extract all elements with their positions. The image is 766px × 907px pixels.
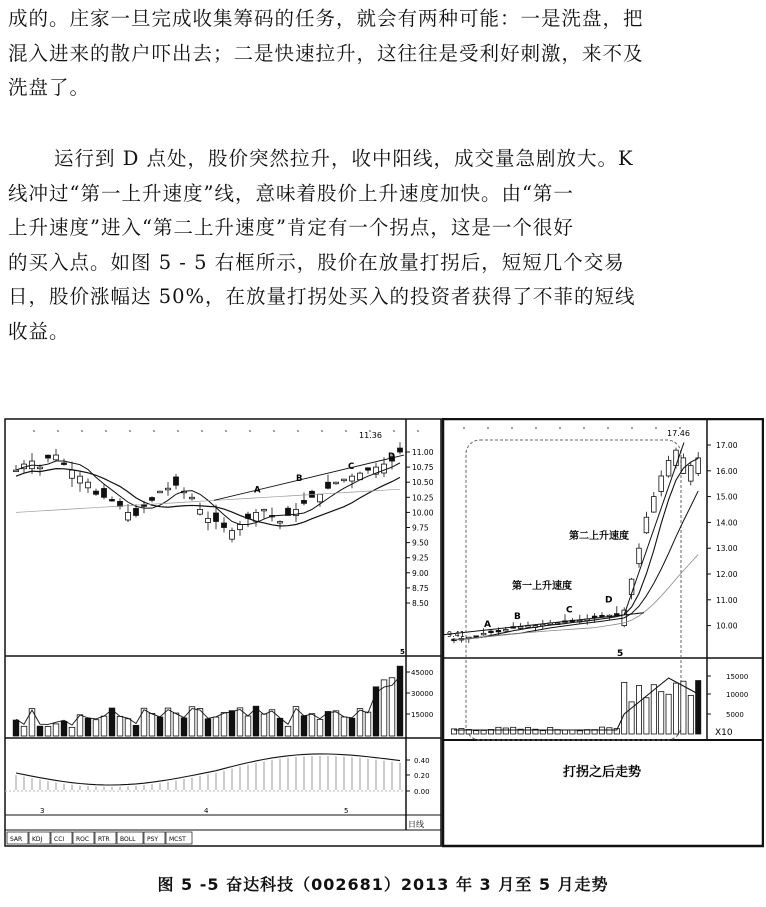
volume-bar xyxy=(37,726,43,736)
volume-bar xyxy=(245,716,251,736)
candlestick xyxy=(666,460,671,475)
volume-bar xyxy=(666,694,671,734)
volume-bar xyxy=(365,712,371,736)
indicator-tabs xyxy=(7,832,192,844)
candlestick xyxy=(54,455,59,460)
indicator-tick-label: 0.00 xyxy=(414,788,430,796)
volume-bar xyxy=(69,727,75,736)
volume-bar xyxy=(149,713,155,736)
candlestick xyxy=(118,501,123,506)
volume-bar xyxy=(357,709,363,736)
volume-bar xyxy=(548,727,553,734)
stock-chart-figure xyxy=(4,418,764,848)
candlestick xyxy=(518,627,523,629)
grid-dot xyxy=(393,430,395,432)
candlestick xyxy=(62,463,67,465)
grid-dot xyxy=(129,430,131,432)
volume-bar xyxy=(277,718,283,736)
candlestick xyxy=(94,491,99,494)
grid-dot xyxy=(487,427,489,429)
volume-bar xyxy=(301,716,307,736)
candlestick xyxy=(278,521,283,523)
volume-bar xyxy=(511,727,516,734)
volume-bar xyxy=(540,731,545,734)
volume-tick-label: 30000 xyxy=(411,690,434,698)
grid-dot xyxy=(153,430,155,432)
grid-dot xyxy=(417,430,419,432)
text-line: 的买入点。如图 5 - 5 右框所示，股价在放量打拐后，短短几个交易 xyxy=(8,250,625,274)
indicator-tab-label: CCI xyxy=(54,836,65,843)
price-tick-label: 11.00 xyxy=(716,595,738,605)
grid-dot xyxy=(535,427,537,429)
candlestick xyxy=(689,466,694,481)
volume-bar xyxy=(221,713,227,736)
candlestick xyxy=(366,468,371,470)
volume-bar xyxy=(562,730,567,734)
volume-bar xyxy=(61,721,67,736)
candlestick xyxy=(222,523,227,527)
grid-dot xyxy=(201,430,203,432)
volume-bar xyxy=(349,718,355,736)
volume-tick-label: 15000 xyxy=(411,711,434,719)
candlestick xyxy=(110,499,115,501)
price-tick-label: 10.25 xyxy=(412,493,434,503)
candlestick xyxy=(659,476,664,491)
second-speed-label: 第二上升速度 xyxy=(569,531,629,542)
candlestick xyxy=(326,482,331,488)
indicator-tick-label: 0.20 xyxy=(414,772,430,780)
candlestick xyxy=(334,482,339,484)
candlestick xyxy=(398,448,403,452)
volume-tick-label: 10000 xyxy=(726,691,749,699)
volume-bar xyxy=(13,720,19,736)
candlestick xyxy=(342,479,347,481)
volume-bar xyxy=(481,730,486,734)
grid-dot xyxy=(655,427,657,429)
volume-bar xyxy=(101,716,107,736)
price-tick-label: 14.00 xyxy=(716,518,738,528)
candlestick xyxy=(302,500,307,503)
candlestick xyxy=(350,476,355,481)
volume-bar xyxy=(229,711,235,736)
volume-bar xyxy=(607,728,612,734)
volume-bar xyxy=(21,726,27,736)
volume-bar xyxy=(636,685,641,734)
indicator-tick-label: 0.40 xyxy=(414,757,430,765)
volume-bar xyxy=(125,719,131,736)
volume-bar xyxy=(117,716,123,736)
indicator-tab-label: ROC xyxy=(76,836,90,843)
volume-bar xyxy=(93,720,99,736)
volume-bar xyxy=(659,692,664,734)
volume-bar xyxy=(688,695,693,734)
point-label: A xyxy=(484,619,491,630)
candlestick xyxy=(637,548,642,563)
volume-bar xyxy=(205,719,211,736)
volume-bar xyxy=(333,711,339,736)
candlestick xyxy=(696,458,701,473)
volume-bar xyxy=(496,727,501,734)
candlestick xyxy=(46,455,51,458)
volume-bar xyxy=(173,713,179,736)
grid-dot xyxy=(33,430,35,432)
price-tick-label: 11.00 xyxy=(412,448,434,457)
price-tick-label: 16.00 xyxy=(716,466,738,476)
grid-dot xyxy=(81,430,83,432)
candlestick xyxy=(150,498,155,501)
candlestick xyxy=(652,497,657,512)
indicator-tab-label: PSY xyxy=(147,836,159,843)
volume-bar xyxy=(293,707,299,736)
volume-bar xyxy=(474,731,479,734)
volume-tick-label: 45000 xyxy=(411,669,434,677)
candlestick xyxy=(214,513,219,521)
volume-bar xyxy=(157,717,163,736)
candlestick xyxy=(14,470,19,472)
right-top-label: 17.46 xyxy=(667,429,690,438)
volume-bar xyxy=(525,728,530,734)
grid-dot xyxy=(321,430,323,432)
volume-bar xyxy=(570,730,575,734)
volume-bar xyxy=(285,726,291,736)
grid-dot xyxy=(57,430,59,432)
text-line: 收益。 xyxy=(8,319,70,343)
volume-bar xyxy=(325,711,331,736)
period-label: 日线 xyxy=(408,820,424,829)
volume-bar xyxy=(213,717,219,736)
candlestick xyxy=(78,476,83,483)
price-tick-label: 10.50 xyxy=(412,478,434,488)
candlestick xyxy=(674,450,679,465)
candlestick xyxy=(158,491,163,493)
text-line: 运行到 D 点处，股价突然拉升，收中阳线，成交量急剧放大。K xyxy=(54,147,634,170)
volume-bar xyxy=(237,708,243,736)
volume-bar xyxy=(673,683,678,734)
grid-dot xyxy=(583,427,585,429)
candlestick xyxy=(382,464,387,473)
volume-bar xyxy=(85,718,91,736)
volume-bar xyxy=(45,726,51,736)
grid-dot xyxy=(607,427,609,429)
month-label: 5 xyxy=(400,648,405,656)
multiplier-label: X10 xyxy=(715,728,733,738)
price-tick-label: 13.00 xyxy=(716,544,738,554)
grid-dot xyxy=(177,430,179,432)
candlestick xyxy=(615,614,620,616)
grid-dot xyxy=(273,430,275,432)
grid-dot xyxy=(105,430,107,432)
volume-bar xyxy=(696,681,701,734)
volume-bar xyxy=(165,708,171,736)
text-line: 洗盘了。 xyxy=(8,76,91,99)
volume-tick-label: 5000 xyxy=(726,711,744,719)
candlestick xyxy=(70,470,75,478)
month-label: 5 xyxy=(344,807,349,815)
volume-bar xyxy=(644,698,649,734)
candlestick xyxy=(504,629,509,631)
figure-caption: 图 5 -5 奋达科技（002681）2013 年 3 月至 5 月走势 xyxy=(157,875,609,894)
left-top-label: 11.36 xyxy=(359,431,382,440)
grid-dot xyxy=(225,430,227,432)
indicator-tab-label: KDJ xyxy=(32,836,43,843)
right-low-label: 9.41 xyxy=(447,630,465,639)
first-speed-label: 第一上升速度 xyxy=(512,581,572,592)
grid-dot xyxy=(511,427,513,429)
candlestick xyxy=(102,489,107,498)
candlestick xyxy=(38,467,43,469)
text-line: 上升速度”进入“第二上升速度”肯定有一个拐点，这是一个很好 xyxy=(8,216,574,239)
grid-dot xyxy=(441,430,443,432)
volume-bar xyxy=(577,731,582,734)
right-chart-caption: 打拐之后走势 xyxy=(562,765,642,780)
candlestick xyxy=(230,531,235,540)
indicator-tab-label: RTR xyxy=(98,836,110,843)
text-line: 日，股价涨幅达 50%，在放量打拐处买入的投资者获得了不菲的短线 xyxy=(8,285,636,308)
price-tick-label: 10.00 xyxy=(716,621,738,631)
grid-dot xyxy=(559,427,561,429)
candlestick xyxy=(496,630,501,632)
price-tick-label: 9.50 xyxy=(412,538,429,548)
volume-bar xyxy=(341,717,347,736)
candlestick xyxy=(126,512,131,520)
price-tick-label: 10.75 xyxy=(412,463,434,473)
candlestick xyxy=(489,631,494,633)
candlestick xyxy=(238,524,243,529)
point-label: B xyxy=(514,612,521,623)
indicator-tab-label: SAR xyxy=(10,836,23,843)
candlestick xyxy=(174,477,179,485)
candlestick xyxy=(318,494,323,502)
candlestick xyxy=(190,497,195,499)
volume-bar xyxy=(373,687,379,736)
price-tick-label: 10.00 xyxy=(412,508,434,518)
price-tick-label: 12.00 xyxy=(716,570,738,579)
point-label: C xyxy=(348,461,355,472)
volume-bar xyxy=(181,718,187,736)
volume-bar xyxy=(389,678,395,736)
volume-bar xyxy=(622,682,627,734)
month-label: 4 xyxy=(204,807,209,815)
point-label: B xyxy=(296,473,303,484)
candlestick xyxy=(262,509,267,511)
grid-dot xyxy=(249,430,251,432)
paragraph-2 xyxy=(8,142,760,349)
price-tick-label: 8.50 xyxy=(412,599,429,608)
price-tick-label: 8.75 xyxy=(412,583,429,593)
candlestick xyxy=(86,482,91,488)
candlestick xyxy=(134,508,139,515)
grid-dot xyxy=(297,430,299,432)
text-line: 混入进来的散户吓出去；二是快速拉升，这往往是受利好刺激，来不及 xyxy=(8,41,644,65)
point-label: C xyxy=(566,605,573,616)
volume-bar xyxy=(109,708,115,736)
volume-tick-label: 15000 xyxy=(726,673,749,681)
price-tick-label: 17.00 xyxy=(716,441,738,450)
price-tick-label: 9.00 xyxy=(412,568,429,578)
grid-dot xyxy=(345,430,347,432)
text-line: 成的。庄家一旦完成收集筹码的任务，就会有两种可能：一是洗盘，把 xyxy=(8,7,644,30)
candlestick xyxy=(206,518,211,522)
month-label: 3 xyxy=(40,807,45,815)
grid-dot xyxy=(631,427,633,429)
paragraph-1 xyxy=(8,2,760,106)
grid-dot xyxy=(463,427,465,429)
point-label: D xyxy=(605,595,613,606)
candlestick xyxy=(166,488,171,490)
volume-bar xyxy=(53,724,59,736)
price-tick-label: 9.75 xyxy=(412,523,429,533)
volume-bar xyxy=(459,729,464,734)
candlestick xyxy=(481,633,486,635)
point-label: A xyxy=(254,485,261,496)
point-label: D xyxy=(388,452,396,463)
volume-bar xyxy=(269,710,275,736)
volume-bar xyxy=(681,681,686,734)
price-tick-label: 9.25 xyxy=(412,553,429,563)
candlestick xyxy=(198,509,203,514)
candlestick xyxy=(644,517,649,532)
volume-bar xyxy=(261,714,267,736)
text-line: 线冲过“第一上升速度”线，意味着股价上升速度加快。由“第一 xyxy=(8,181,574,205)
indicator-tab-label: BOLL xyxy=(120,836,136,843)
volume-bar xyxy=(317,719,323,736)
volume-bar xyxy=(503,728,508,734)
indicator-tab-label: MCST xyxy=(169,836,186,843)
right-month-label: 5 xyxy=(617,649,624,659)
price-tick-label: 15.00 xyxy=(716,492,738,502)
volume-bar xyxy=(133,725,139,736)
volume-bar xyxy=(309,714,315,736)
